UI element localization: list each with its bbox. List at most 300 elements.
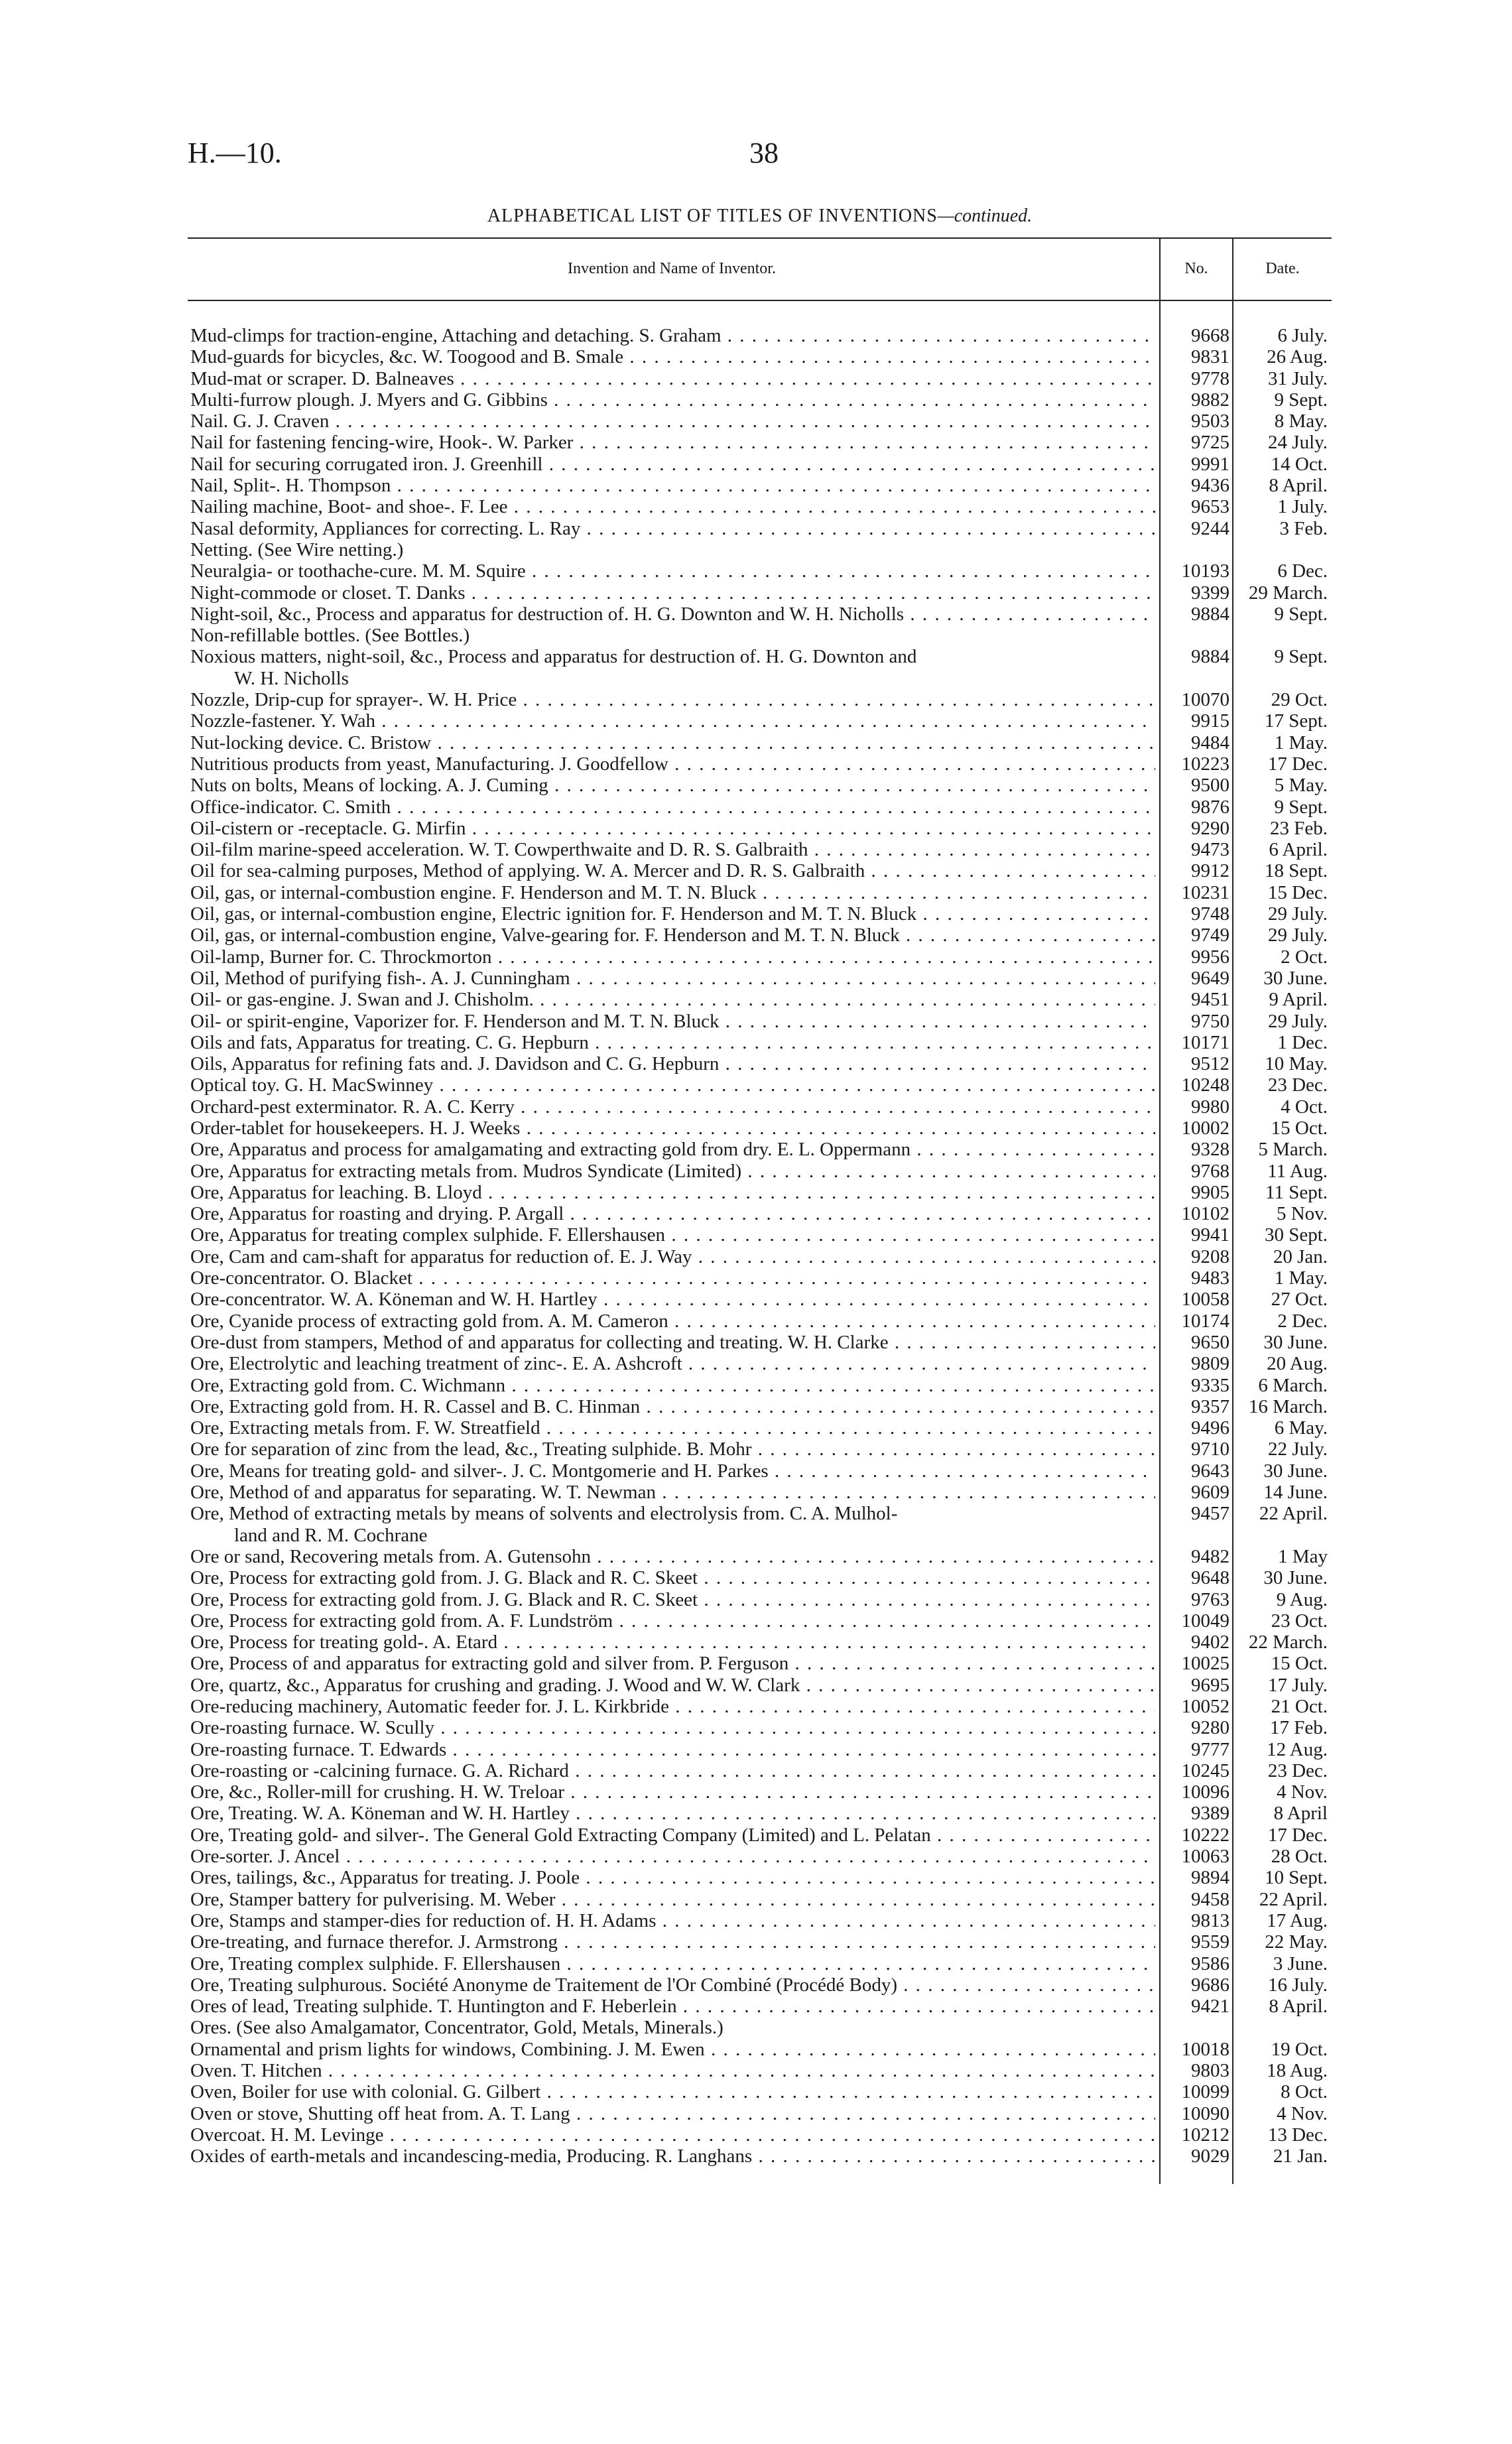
patent-number: 9436: [1191, 475, 1229, 497]
invention-title: Oven. T. Hitchen . . .: [190, 2060, 1155, 2081]
patent-number: 9503: [1191, 411, 1229, 432]
patent-date: 6 April.: [1269, 839, 1328, 861]
list-item: [190, 1610, 1332, 1632]
patent-number: 9484: [1191, 732, 1229, 753]
patent-date: 23 Dec.: [1267, 1074, 1328, 1096]
patent-date: 9 Sept.: [1274, 796, 1328, 818]
patent-date: 12 Aug.: [1267, 1738, 1328, 1760]
invention-title: Oil- or gas-engine. J. Swan and J. Chisholm. . . .: [190, 989, 1155, 1010]
patent-date: 10 Sept.: [1264, 1867, 1328, 1889]
patent-number: 9882: [1191, 389, 1229, 411]
patent-date: 22 March.: [1248, 1632, 1328, 1653]
patent-number: 9609: [1191, 1482, 1229, 1504]
invention-title: Oil, gas, or internal-combustion engine, Electric ignition for. F. Henderson and M. T. N. Bluck . . .: [190, 903, 1155, 925]
patent-number: 9991: [1191, 453, 1229, 475]
list-item: [190, 2103, 1332, 2124]
invention-title: Ore, Means for treating gold- and silver-. J. C. Montgomerie and H. Parkes . . .: [190, 1460, 1155, 1482]
patent-number: 10248: [1181, 1074, 1229, 1096]
patent-number: 9686: [1191, 1974, 1229, 1996]
invention-title: Optical toy. G. H. MacSwinney . . .: [190, 1074, 1155, 1096]
list-item: [190, 625, 1332, 646]
patent-number: 9894: [1191, 1867, 1229, 1889]
invention-title: Ore, Apparatus and process for amalgamating and extracting gold from dry. E. L. Oppermann . . .: [190, 1139, 1155, 1160]
invention-title: Nail for securing corrugated iron. J. Greenhill . . .: [190, 454, 1155, 475]
invention-title: Oil-lamp, Burner for. C. Throckmorton . . .: [190, 946, 1155, 968]
invention-title: Office-indicator. C. Smith . . .: [190, 797, 1155, 818]
list-item: [190, 818, 1332, 839]
patent-date: 30 June.: [1263, 967, 1328, 989]
patent-date: 22 April.: [1259, 1503, 1328, 1525]
page-title: [188, 206, 1332, 227]
patent-number: 10052: [1181, 1696, 1229, 1717]
list-item: [190, 1439, 1332, 1460]
list-item: [190, 1846, 1332, 1867]
patent-date: 17 Dec.: [1267, 753, 1328, 775]
patent-date: 29 July.: [1268, 903, 1328, 925]
patent-date: 30 June.: [1263, 1567, 1328, 1589]
list-item: [190, 389, 1332, 411]
patent-number: 9668: [1191, 325, 1229, 346]
patent-number: 9905: [1191, 1181, 1229, 1203]
list-item: [190, 518, 1332, 539]
patent-number: 9803: [1191, 2060, 1229, 2082]
list-item: [190, 2060, 1332, 2081]
patent-number: 9280: [1191, 1717, 1229, 1739]
patent-date: 20 Jan.: [1273, 1246, 1328, 1267]
page-title-continued: —continued.: [937, 206, 1033, 226]
list-item: [190, 1118, 1332, 1139]
list-item: [190, 646, 1332, 689]
patent-number: 9809: [1191, 1353, 1229, 1375]
list-item: [190, 925, 1332, 946]
patent-date: 6 May.: [1274, 1417, 1328, 1439]
list-item: [190, 1289, 1332, 1310]
patent-number: 9512: [1191, 1053, 1229, 1075]
patent-date: 8 Oct.: [1281, 2081, 1328, 2103]
invention-title: Ore, Method of and apparatus for separating. W. T. Newman . . .: [190, 1482, 1155, 1503]
patent-date: 14 Oct.: [1271, 453, 1328, 475]
patent-number: 10102: [1181, 1203, 1229, 1225]
patent-number: 9402: [1191, 1632, 1229, 1653]
list-item: [190, 1653, 1332, 1674]
patent-number: 9980: [1191, 1096, 1229, 1118]
page-number: 38: [749, 137, 779, 169]
list-item: [190, 1632, 1332, 1653]
patent-number: 9029: [1191, 2146, 1229, 2167]
patent-date: 5 May.: [1274, 775, 1328, 797]
list-item: [190, 775, 1332, 796]
list-item: [190, 1974, 1332, 1996]
patent-date: 23 Oct.: [1271, 1610, 1328, 1632]
column-header-no: No.: [1184, 260, 1208, 277]
list-item: [190, 1546, 1332, 1567]
patent-number: 9748: [1191, 903, 1229, 925]
invention-title: Oil-film marine-speed acceleration. W. T. Cowperthwaite and D. R. S. Galbraith . . .: [190, 839, 1155, 860]
patent-date: 5 March.: [1258, 1139, 1328, 1161]
invention-title: Ore, Process for treating gold-. A. Etard . . .: [190, 1632, 1155, 1653]
list-item: [190, 1503, 1332, 1546]
patent-number: 9778: [1191, 367, 1229, 389]
invention-title: Ore for separation of zinc from the lead, &c., Treating sulphide. B. Mohr . . .: [190, 1439, 1155, 1460]
patent-date: 22 May.: [1265, 1931, 1328, 1953]
patent-number: 9399: [1191, 582, 1229, 604]
list-item: [190, 1074, 1332, 1096]
patent-number: 9500: [1191, 775, 1229, 797]
list-item: [190, 2146, 1332, 2167]
invention-title: Oil, gas, or internal-combustion engine, Valve-gearing for. F. Henderson and M. T. N. Bluck . . .: [190, 925, 1155, 946]
patent-number: 10223: [1181, 753, 1229, 775]
invention-title: Nail for fastening fencing-wire, Hook-. W. Parker . . .: [190, 432, 1155, 453]
invention-title: Ore, Process for extracting gold from. J. G. Black and R. C. Skeet . . .: [190, 1589, 1155, 1610]
invention-title: Nuts on bolts, Means of locking. A. J. Cuming . . .: [190, 775, 1155, 796]
list-item: [190, 1203, 1332, 1224]
invention-title: Ore, Apparatus for extracting metals from. Mudros Syndicate (Limited) . . .: [190, 1161, 1155, 1182]
patent-date: 9 April.: [1269, 989, 1328, 1011]
patent-number: 9653: [1191, 496, 1229, 518]
patent-number: 9473: [1191, 839, 1229, 861]
invention-title: Ore-roasting furnace. W. Scully . . .: [190, 1717, 1155, 1738]
patent-date: 14 June.: [1263, 1482, 1328, 1504]
patent-number: 9749: [1191, 925, 1229, 946]
invention-title-continuation: land and R. M. Cochrane: [234, 1524, 428, 1546]
invention-title: Nutritious products from yeast, Manufacturing. J. Goodfellow . . .: [190, 753, 1155, 775]
patent-number: 10212: [1181, 2124, 1229, 2146]
invention-title: [190, 1503, 1155, 1546]
list-item: [190, 411, 1332, 432]
patent-date: 30 Sept.: [1264, 1224, 1328, 1246]
patent-number: 9695: [1191, 1674, 1229, 1696]
patent-date: 29 March.: [1248, 582, 1328, 604]
patent-number: 9482: [1191, 1545, 1229, 1567]
patent-number: 10063: [1181, 1846, 1229, 1868]
invention-title: Ore, Cyanide process of extracting gold from. A. M. Cameron . . .: [190, 1311, 1155, 1332]
list-item: [190, 1910, 1332, 1931]
invention-title: Ore, &c., Roller-mill for crushing. H. W. Treloar . . .: [190, 1781, 1155, 1803]
invention-title: Ore, Apparatus for roasting and drying. P. Argall . . .: [190, 1203, 1155, 1224]
patent-number: 9813: [1191, 1909, 1229, 1931]
patent-date: 18 Aug.: [1267, 2060, 1328, 2082]
patent-number: 10025: [1181, 1653, 1229, 1675]
list-item: [190, 839, 1332, 860]
patent-number: 9328: [1191, 1139, 1229, 1161]
list-item: [190, 903, 1332, 925]
patent-number: 9941: [1191, 1224, 1229, 1246]
invention-title: Ore, Apparatus for leaching. B. Lloyd . . .: [190, 1182, 1155, 1203]
folio-reference: H.—10.: [188, 137, 282, 169]
patent-number: 10245: [1181, 1760, 1229, 1781]
invention-title: Ore, Extracting gold from. H. R. Cassel and B. C. Hinman . . .: [190, 1396, 1155, 1417]
list-item: [190, 2039, 1332, 2060]
invention-title: Mud-guards for bicycles, &c. W. Toogood and B. Smale . . .: [190, 346, 1155, 367]
patent-date: 8 April.: [1269, 1996, 1328, 2018]
list-item: [190, 797, 1332, 818]
list-item: [190, 2124, 1332, 2146]
invention-title: Ore-roasting furnace. T. Edwards . . .: [190, 1739, 1155, 1760]
patent-number: 9884: [1191, 646, 1229, 668]
patent-number: 9559: [1191, 1931, 1229, 1953]
invention-title: Ore or sand, Recovering metals from. A. Gutensohn . . .: [190, 1546, 1155, 1567]
list-item: [190, 475, 1332, 496]
invention-title: Ore, Process for extracting gold from. A. F. Lundström . . .: [190, 1610, 1155, 1632]
list-item: [190, 1311, 1332, 1332]
invention-title: Ore-dust from stampers, Method of and apparatus for collecting and treating. W. H. Clarke . . .: [190, 1332, 1155, 1353]
invention-title: Ore, Treating gold- and silver-. The General Gold Extracting Company (Limited) and L. Pelatan . . .: [190, 1825, 1155, 1846]
invention-title: Ore-concentrator. O. Blacket . . .: [190, 1267, 1155, 1289]
list-item: [190, 968, 1332, 989]
patent-date: 21 Oct.: [1271, 1696, 1328, 1717]
patent-date: 5 Nov.: [1276, 1203, 1328, 1225]
patent-number: 9650: [1191, 1331, 1229, 1353]
invention-title: Overcoat. H. M. Levinge . . .: [190, 2124, 1155, 2146]
list-item: [190, 1889, 1332, 1910]
patent-date: 15 Dec.: [1267, 881, 1328, 903]
patent-number: 9483: [1191, 1267, 1229, 1289]
list-item: [190, 1760, 1332, 1781]
patent-number: 9457: [1191, 1503, 1229, 1525]
patent-number: 9451: [1191, 989, 1229, 1011]
patent-date: 3 June.: [1273, 1953, 1328, 1974]
invention-title: Non-refillable bottles. (See Bottles.): [190, 625, 470, 647]
invention-title-line: Noxious matters, night-soil, &c., Process and apparatus for destruction of. H. G. Downton and: [190, 646, 917, 668]
patent-number: 10231: [1181, 881, 1229, 903]
list-item: [190, 1717, 1332, 1738]
list-item: [190, 1567, 1332, 1588]
list-item: [190, 2081, 1332, 2102]
list-item: [190, 346, 1332, 367]
invention-title: Oils, Apparatus for refining fats and. J. Davidson and C. G. Hepburn . . .: [190, 1053, 1155, 1074]
patent-number: 9643: [1191, 1460, 1229, 1482]
invention-title: Ore, Extracting gold from. C. Wichmann . . .: [190, 1375, 1155, 1396]
list-item: [190, 1482, 1332, 1503]
invention-title: Ore-concentrator. W. A. Köneman and W. H. Hartley . . .: [190, 1289, 1155, 1310]
invention-title-line: Ore, Method of extracting metals by means of solvents and electrolysis from. C. A. Mulhol-: [190, 1503, 898, 1525]
patent-date: 28 Oct.: [1271, 1846, 1328, 1868]
patent-date: 9 Aug.: [1276, 1588, 1328, 1610]
patent-number: 10099: [1181, 2081, 1229, 2103]
invention-title: Ore-reducing machinery, Automatic feeder for. J. L. Kirkbride . . .: [190, 1696, 1155, 1717]
list-item: [190, 1053, 1332, 1074]
patent-date: 9 Sept.: [1274, 646, 1328, 668]
list-item: [190, 1375, 1332, 1396]
list-item: [190, 1931, 1332, 1953]
page-title-main: ALPHABETICAL LIST OF TITLES OF INVENTIONS: [487, 206, 938, 226]
list-item: [190, 1096, 1332, 1118]
column-header-invention: Invention and Name of Inventor.: [568, 260, 776, 277]
invention-title: Mud-climps for traction-engine, Attaching and detaching. S. Graham . . .: [190, 325, 1155, 346]
patent-number: 9458: [1191, 1888, 1229, 1910]
list-item: [190, 432, 1332, 453]
invention-title: Orchard-pest exterminator. R. A. C. Kerry . . .: [190, 1096, 1155, 1118]
list-item: [190, 539, 1332, 560]
patent-number: 10096: [1181, 1781, 1229, 1803]
patent-date: 17 Dec.: [1267, 1824, 1328, 1846]
patent-number: 9768: [1191, 1160, 1229, 1182]
invention-title: Ores of lead, Treating sulphide. T. Huntington and F. Heberlein . . .: [190, 1996, 1155, 2017]
invention-title: Netting. (See Wire netting.): [190, 539, 404, 560]
invention-title: Nozzle-fastener. Y. Wah . . .: [190, 710, 1155, 732]
patent-date: 23 Feb.: [1270, 817, 1328, 839]
patent-date: 22 April.: [1259, 1888, 1328, 1910]
patent-date: 1 May.: [1274, 732, 1328, 753]
patent-number: 9586: [1191, 1953, 1229, 1974]
patent-date: 9 Sept.: [1274, 389, 1328, 411]
patent-number: 9763: [1191, 1588, 1229, 1610]
list-item: [190, 582, 1332, 604]
list-item: [190, 1803, 1332, 1824]
patent-date: 1 May.: [1274, 1267, 1328, 1289]
patent-date: 30 June.: [1263, 1331, 1328, 1353]
patent-number: 10174: [1181, 1310, 1229, 1332]
list-item: [190, 1139, 1332, 1160]
list-item: [190, 1696, 1332, 1717]
patent-date: 15 Oct.: [1271, 1653, 1328, 1675]
patent-date: 16 July.: [1268, 1974, 1328, 1996]
patent-date: 6 July.: [1277, 325, 1328, 346]
patent-date: 17 Sept.: [1264, 710, 1328, 732]
invention-title-continuation: W. H. Nicholls: [234, 667, 349, 689]
patent-date: 23 Dec.: [1267, 1760, 1328, 1781]
patent-date: 29 Oct.: [1271, 689, 1328, 711]
invention-title: Ore-roasting or -calcining furnace. G. A. Richard . . .: [190, 1760, 1155, 1781]
patent-date: 1 Dec.: [1277, 1031, 1328, 1053]
patent-number: 9912: [1191, 860, 1229, 882]
patent-number: 9831: [1191, 346, 1229, 368]
list-item: [190, 1246, 1332, 1267]
patent-number: 9956: [1191, 946, 1229, 968]
invention-title: Ore, Apparatus for treating complex sulphide. F. Ellershausen . . .: [190, 1224, 1155, 1246]
patent-date: 21 Jan.: [1273, 2146, 1328, 2167]
patent-date: 17 Aug.: [1267, 1909, 1328, 1931]
list-item: [190, 604, 1332, 625]
patent-date: 19 Oct.: [1271, 2038, 1328, 2060]
list-item: [190, 1417, 1332, 1439]
patent-date: 6 Dec.: [1277, 560, 1328, 582]
list-item: [190, 1460, 1332, 1482]
patent-number: 9496: [1191, 1417, 1229, 1439]
list-item: [190, 1396, 1332, 1417]
list-item: [190, 989, 1332, 1010]
patent-number: 9710: [1191, 1439, 1229, 1460]
patent-date: 11 Aug.: [1267, 1160, 1328, 1182]
patent-date: 1 July.: [1277, 496, 1328, 518]
invention-title: Night-soil, &c., Process and apparatus for destruction of. H. G. Downton and W. H. Nicholls . . .: [190, 604, 1155, 625]
patent-number: 10171: [1181, 1031, 1229, 1053]
list-item: [190, 946, 1332, 968]
invention-title: Ores, tailings, &c., Apparatus for treating. J. Poole . . .: [190, 1867, 1155, 1888]
list-item: [190, 882, 1332, 903]
list-item: [190, 732, 1332, 753]
patent-number: 9876: [1191, 796, 1229, 818]
list-item: [190, 1589, 1332, 1610]
patent-number: 9208: [1191, 1246, 1229, 1267]
invention-title: Ore, Stamps and stamper-dies for reduction of. H. H. Adams . . .: [190, 1910, 1155, 1931]
invention-title: Nasal deformity, Appliances for correcting. L. Ray . . .: [190, 518, 1155, 539]
invention-title: Ore, Treating sulphurous. Société Anonyme de Traitement de l'Or Combiné (Procédé Body) . . .: [190, 1974, 1155, 1996]
invention-title: Ore, quartz, &c., Apparatus for crushing and grading. J. Wood and W. W. Clark . . .: [190, 1675, 1155, 1696]
patent-number: 9421: [1191, 1996, 1229, 2018]
list-item: [190, 368, 1332, 389]
patent-number: 9335: [1191, 1374, 1229, 1396]
list-item: [190, 710, 1332, 732]
invention-title: Neuralgia- or toothache-cure. M. M. Squire . . .: [190, 560, 1155, 582]
patent-number: 10222: [1181, 1824, 1229, 1846]
list-item: [190, 1011, 1332, 1032]
invention-title: Multi-furrow plough. J. Myers and G. Gibbins . . .: [190, 389, 1155, 411]
invention-title: Oil for sea-calming purposes, Method of applying. W. A. Mercer and D. R. S. Galbraith . . .: [190, 860, 1155, 881]
list-item: [190, 496, 1332, 517]
invention-title: Oven or stove, Shutting off heat from. A. T. Lang . . .: [190, 2103, 1155, 2124]
invention-title: Ore, Stamper battery for pulverising. M. Weber . . .: [190, 1889, 1155, 1910]
patent-date: 3 Feb.: [1279, 517, 1328, 539]
patent-number: 9649: [1191, 967, 1229, 989]
invention-title: Ore, Process of and apparatus for extracting gold and silver from. P. Ferguson . . .: [190, 1653, 1155, 1674]
list-item: [190, 1353, 1332, 1374]
patent-date: 26 Aug.: [1267, 346, 1328, 368]
patent-date: 11 Sept.: [1265, 1181, 1328, 1203]
list-item: [190, 1182, 1332, 1203]
patent-number: 10058: [1181, 1289, 1229, 1311]
invention-title: Nail, Split-. H. Thompson . . .: [190, 475, 1155, 496]
patent-date: 1 May: [1278, 1545, 1328, 1567]
list-item: [190, 1332, 1332, 1353]
list-item: [190, 1825, 1332, 1846]
patent-number: 9915: [1191, 710, 1229, 732]
patent-date: 31 July.: [1268, 367, 1328, 389]
invention-title: Order-tablet for housekeepers. H. J. Weeks . . .: [190, 1118, 1155, 1139]
patent-date: 29 July.: [1268, 925, 1328, 946]
patent-date: 9 Sept.: [1274, 603, 1328, 625]
list-item: [190, 560, 1332, 582]
patent-number: 10049: [1181, 1610, 1229, 1632]
invention-title: Ore, Cam and cam-shaft for apparatus for reduction of. E. J. Way . . .: [190, 1246, 1155, 1267]
list-item: [190, 860, 1332, 881]
patent-date: 8 April.: [1269, 475, 1328, 497]
patent-number: 9244: [1191, 517, 1229, 539]
invention-title: Ores. (See also Amalgamator, Concentrator, Gold, Metals, Minerals.): [190, 2017, 724, 2039]
invention-title: Oxides of earth-metals and incandescing-media, Producing. R. Langhans . . .: [190, 2146, 1155, 2167]
list-item: [190, 1996, 1332, 2017]
patent-date: 6 March.: [1258, 1374, 1328, 1396]
patent-date: 15 Oct.: [1271, 1117, 1328, 1139]
invention-title: Ore-treating, and furnace therefor. J. Armstrong . . .: [190, 1931, 1155, 1953]
patent-date: 27 Oct.: [1271, 1289, 1328, 1311]
list-item: [190, 325, 1332, 346]
patent-date: 4 Oct.: [1281, 1096, 1328, 1118]
invention-title: Ore, Electrolytic and leaching treatment of zinc-. E. A. Ashcroft . . .: [190, 1353, 1155, 1374]
patent-date: 13 Dec.: [1267, 2124, 1328, 2146]
invention-title: Ore, Process for extracting gold from. J. G. Black and R. C. Skeet . . .: [190, 1567, 1155, 1588]
patent-date: 17 Feb.: [1270, 1717, 1328, 1739]
patent-date: 22 July.: [1268, 1439, 1328, 1460]
patent-date: 29 July.: [1268, 1010, 1328, 1032]
invention-title: Mud-mat or scraper. D. Balneaves . . .: [190, 368, 1155, 389]
patent-date: 20 Aug.: [1267, 1353, 1328, 1375]
patent-date: 30 June.: [1263, 1460, 1328, 1482]
patent-date: 2 Dec.: [1277, 1310, 1328, 1332]
list-item: [190, 753, 1332, 775]
patent-date: 10 May.: [1265, 1053, 1328, 1075]
patent-date: 17 July.: [1268, 1674, 1328, 1696]
patent-date: 16 March.: [1248, 1395, 1328, 1417]
patent-number: 10018: [1181, 2038, 1229, 2060]
patent-number: 9750: [1191, 1010, 1229, 1032]
invention-title: [190, 646, 1155, 689]
invention-title: Nailing machine, Boot- and shoe-. F. Lee . . .: [190, 496, 1155, 517]
invention-title: Ore, Extracting metals from. F. W. Streatfield . . .: [190, 1417, 1155, 1439]
list-item: [190, 1675, 1332, 1696]
invention-title: Night-commode or closet. T. Danks . . .: [190, 582, 1155, 604]
list-item: [190, 1267, 1332, 1289]
